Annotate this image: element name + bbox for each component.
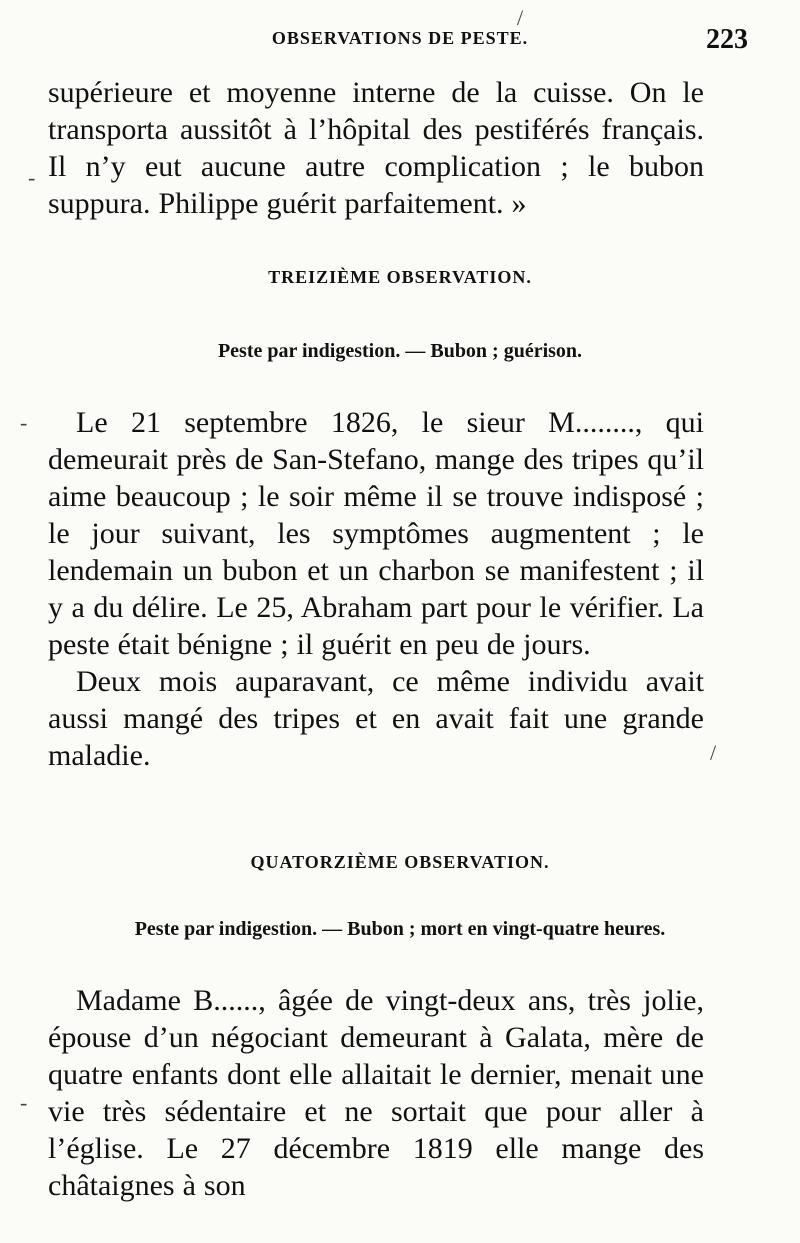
margin-mark-3: - [20, 410, 28, 435]
running-title: OBSERVATIONS DE PESTE. [271, 28, 529, 48]
paragraph-text-4: Madame B......, âgée de vingt-deux ans, très jolie, épouse d’un négociant demeurant à Galata, mère de quatre enfants dont elle allaitait le dernier, menait une vie très sédentaire et ne sortait que pour aller à l’église. Le 27 décembre 1819 elle mange des châtaignes à son [48, 984, 704, 1202]
paragraph-continuation [48, 74, 704, 230]
section-subtitle-13: Peste par indigestion. — Bubon ; guérison. [217, 340, 583, 362]
observation-14-body [48, 982, 704, 1207]
margin-mark-4: / [710, 740, 717, 765]
page-number: 223 [706, 24, 748, 55]
paragraph-text-2: Le 21 septembre 1826, le sieur M........, qui demeurait près de San-Stefano, mange des tripes qu’il aime beaucoup ; le soir même il se trouve indisposé ; le jour suivant, les symptômes augmentent ; le lendemain un bubon et un charbon se manifestent ; il y a du délire. Le 25, Abraham part pour le vérifier. La peste était bénigne ; il guérit en peu de jours. [48, 406, 704, 661]
paragraph-text-3: Deux mois auparavant, ce même individu avait aussi mangé des tripes et en avait fait une grande maladie. [48, 665, 704, 772]
paragraph-text-1: supérieure et moyenne interne de la cuisse. On le transporta aussitôt à l’hôpital des pestiférés français. Il n’y eut aucune autre complication ; le bubon suppura. Philippe guérit parfaitement. » [48, 76, 704, 220]
margin-mark-5: - [20, 1090, 28, 1115]
margin-mark-1: / [517, 5, 524, 30]
page-header [40, 24, 760, 64]
section-heading-14: QUATORZIÈME OBSERVATION. [250, 852, 550, 872]
section-heading-13: TREIZIÈME OBSERVATION. [268, 267, 532, 287]
margin-mark-2: - [28, 165, 36, 190]
observation-13-body [48, 404, 704, 802]
section-subtitle-14: Peste par indigestion. — Bubon ; mort en vingt-quatre heures. [134, 918, 666, 940]
